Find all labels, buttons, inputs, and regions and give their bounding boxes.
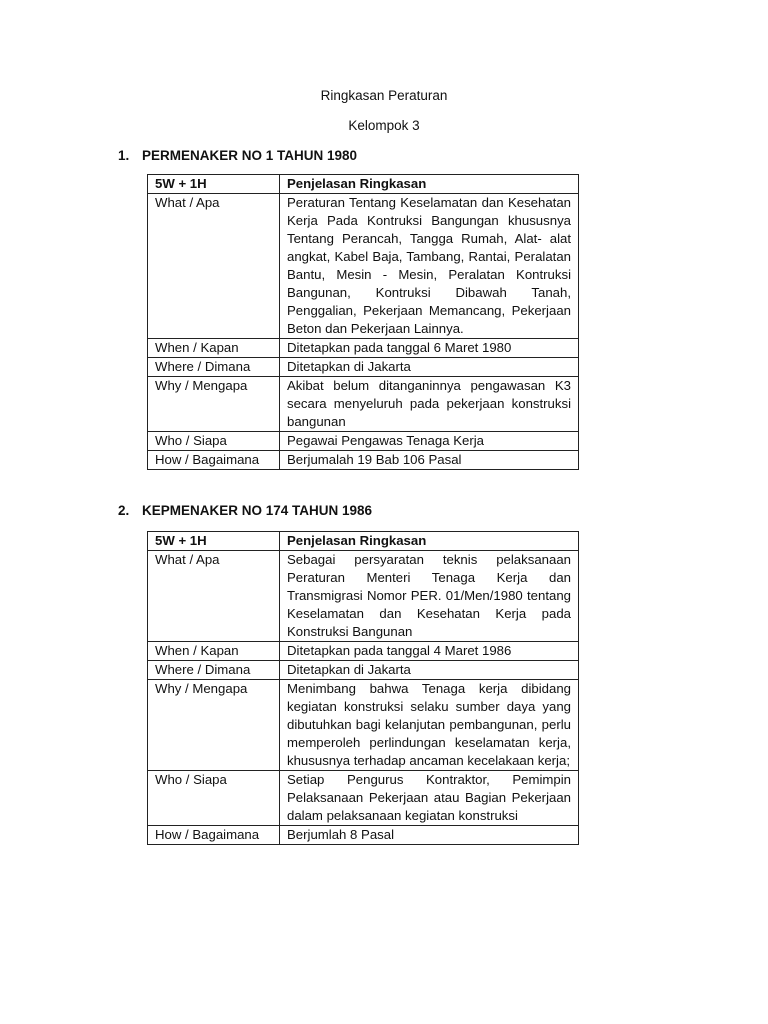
row-label: Why / Mengapa: [148, 377, 280, 432]
table-header-row: [148, 175, 579, 194]
row-label: When / Kapan: [148, 339, 280, 358]
table-row: [148, 194, 579, 339]
row-label: Where / Dimana: [148, 358, 280, 377]
header-5w1h: 5W + 1H: [148, 175, 280, 194]
row-label: Why / Mengapa: [148, 680, 280, 771]
row-description: Ditetapkan di Jakarta: [280, 358, 579, 377]
row-label: Who / Siapa: [148, 771, 280, 826]
row-description: Akibat belum ditanganinnya pengawasan K3 secara menyeluruh pada pekerjaan konstruksi bangunan: [280, 377, 579, 432]
table-row: [148, 432, 579, 451]
table-header-row: [148, 532, 579, 551]
table-row: [148, 661, 579, 680]
table-row: [148, 551, 579, 642]
row-label: What / Apa: [148, 551, 280, 642]
section-number: 2.: [118, 503, 130, 518]
row-description: Pegawai Pengawas Tenaga Kerja: [280, 432, 579, 451]
section-title: PERMENAKER NO 1 TAHUN 1980: [142, 148, 358, 163]
section-title: KEPMENAKER NO 174 TAHUN 1986: [142, 503, 373, 518]
section-heading-2: [118, 503, 372, 518]
row-label: How / Bagaimana: [148, 451, 280, 470]
row-label: How / Bagaimana: [148, 826, 280, 845]
header-penjelasan: Penjelasan Ringkasan: [280, 175, 579, 194]
row-description: Ditetapkan pada tanggal 6 Maret 1980: [280, 339, 579, 358]
summary-table-1: [147, 174, 579, 470]
row-label: Where / Dimana: [148, 661, 280, 680]
row-description: Berjumalah 19 Bab 106 Pasal: [280, 451, 579, 470]
row-description: Ditetapkan pada tanggal 4 Maret 1986: [280, 642, 579, 661]
row-description: Ditetapkan di Jakarta: [280, 661, 579, 680]
section-heading-1: [118, 148, 357, 163]
header-penjelasan: Penjelasan Ringkasan: [280, 532, 579, 551]
section-number: 1.: [118, 148, 130, 163]
row-label: What / Apa: [148, 194, 280, 339]
table-row: [148, 377, 579, 432]
summary-table-2: [147, 531, 579, 845]
header-5w1h: 5W + 1H: [148, 532, 280, 551]
table-row: [148, 451, 579, 470]
table-row: [148, 339, 579, 358]
document-subtitle: Kelompok 3: [348, 118, 420, 133]
document-title: Ringkasan Peraturan: [320, 88, 448, 103]
row-description: Setiap Pengurus Kontraktor, Pemimpin Pelaksanaan Pekerjaan atau Bagian Pekerjaan dalam pelaksanaan kegiatan konstruksi: [280, 771, 579, 826]
table-row: [148, 826, 579, 845]
table-row: [148, 642, 579, 661]
row-label: Who / Siapa: [148, 432, 280, 451]
row-label: When / Kapan: [148, 642, 280, 661]
row-description: Peraturan Tentang Keselamatan dan Kesehatan Kerja Pada Kontruksi Bangungan khususnya Tentang Perancah, Tangga Rumah, Alat- alat angkat, Kabel Baja, Tambang, Rantai, Peralatan Bantu, Mesin - Mesin, Peralatan Kontruksi Bangunan, Kontruksi Dibawah Tanah, Penggalian, Pekerjaan Memancang, Pekerjaan Beton dan Pekerjaan Lainnya.: [280, 194, 579, 339]
table-row: [148, 680, 579, 771]
table-row: [148, 771, 579, 826]
row-description: Sebagai persyaratan teknis pelaksanaan Peraturan Menteri Tenaga Kerja dan Transmigrasi Nomor PER. 01/Men/1980 tentang Keselamatan dan Kesehatan Kerja pada Konstruksi Bangunan: [280, 551, 579, 642]
row-description: Berjumlah 8 Pasal: [280, 826, 579, 845]
row-description: Menimbang bahwa Tenaga kerja dibidang kegiatan konstruksi selaku sumber daya yang dibutuhkan bagi kelanjutan pembangunan, perlu memperoleh perlindungan keselamatan kerja, khususnya terhadap ancaman kecelakaan kerja;: [280, 680, 579, 771]
table-row: [148, 358, 579, 377]
